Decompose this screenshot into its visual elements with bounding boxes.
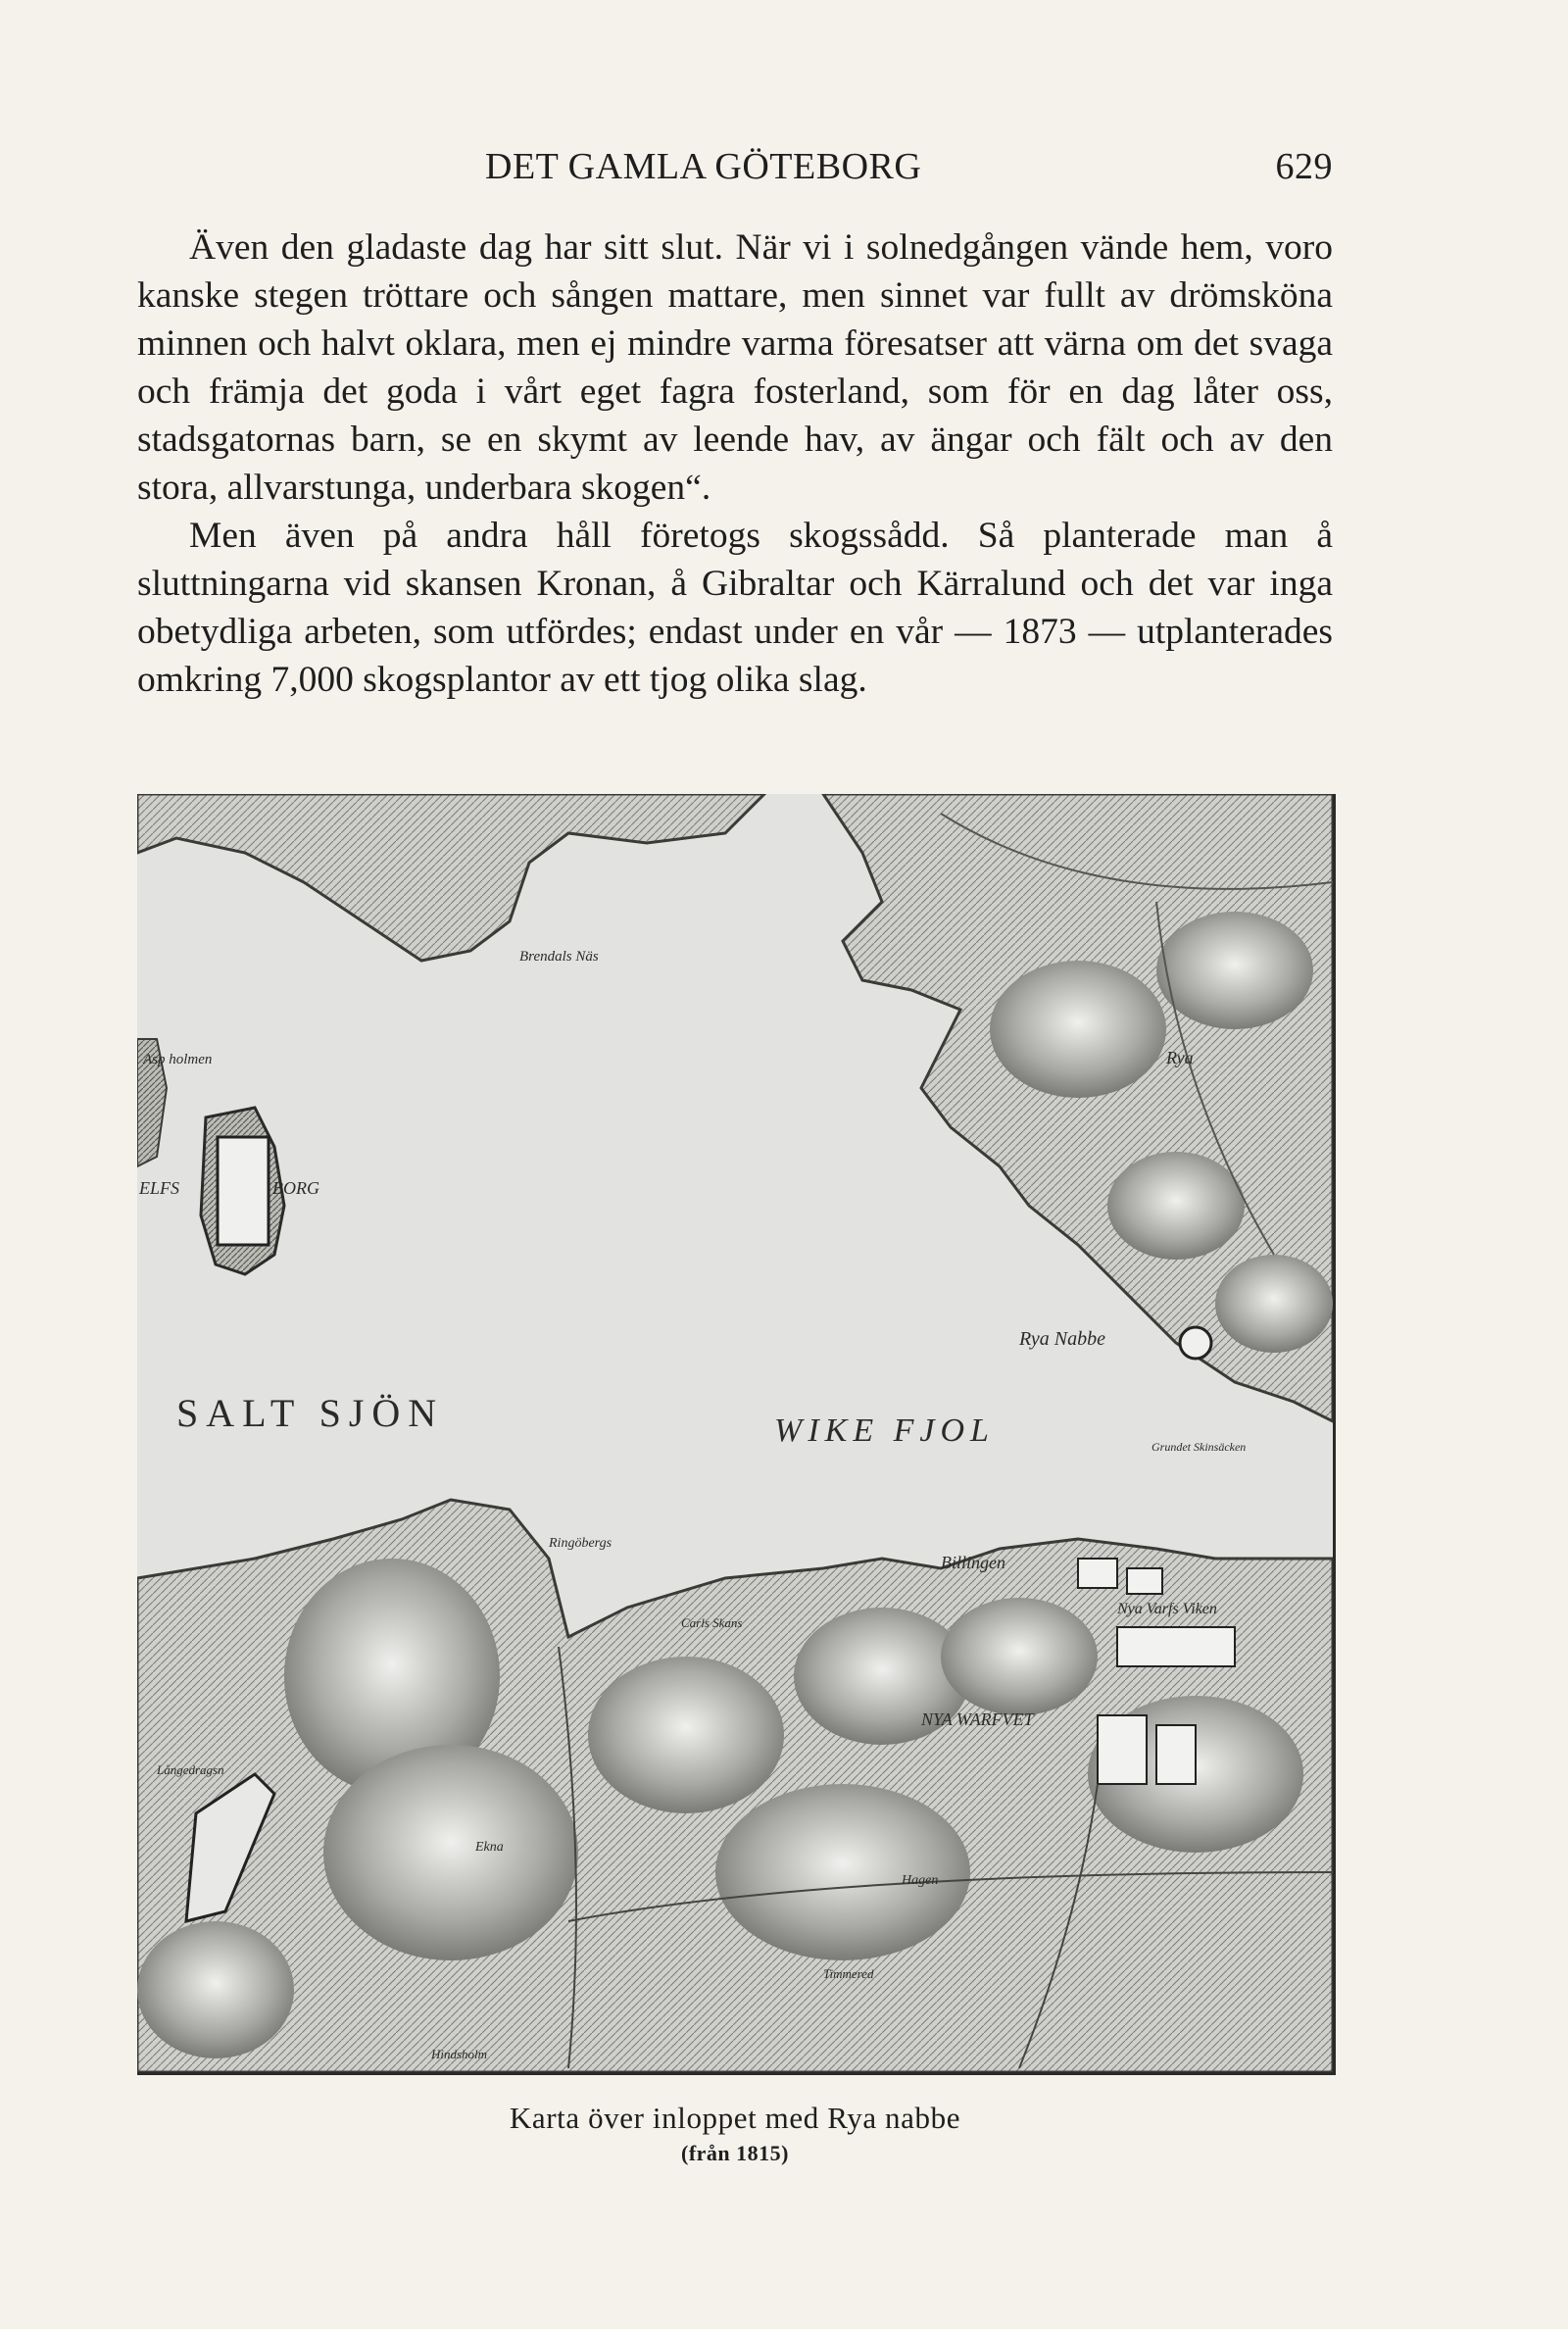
elfsborg-fortress — [218, 1137, 269, 1245]
label-wike-fjol: WIKE FJOL — [774, 1412, 995, 1449]
hill — [323, 1745, 578, 1960]
label-billingen: Billingen — [941, 1553, 1005, 1572]
label-carls-skans: Carls Skans — [681, 1615, 743, 1630]
label-rya-nabbe: Rya Nabbe — [1019, 1328, 1105, 1350]
hill — [990, 961, 1166, 1098]
label-ringo-bergs: Ringöbergs — [549, 1536, 612, 1551]
label-ekna: Ekna — [475, 1840, 504, 1855]
body-text — [137, 223, 1333, 704]
label-brendals-nas: Brendals Näs — [519, 949, 599, 965]
label-nya-varfs-viken: Nya Varfs Viken — [1117, 1601, 1217, 1617]
paragraph: Men även på andra håll företogs skogssådd. Så planterade man å sluttningarna vid skansen Kronan, å Gibraltar och Kärralund och det var inga obetydliga arbeten, som utfördes; endast under en vår — 1873 — utplanterades omkring 7,000 skogsplantor av ett tjog olika slag. — [137, 516, 1333, 700]
label-nya-warfvet: NYA WARFVET — [921, 1710, 1034, 1729]
label-salt-sjon: SALT SJÖN — [176, 1391, 445, 1435]
map-illustration — [137, 794, 1333, 2072]
hill — [137, 1921, 294, 2058]
paragraph: Även den gladaste dag har sitt slut. När vi i solnedgången vände hem, voro kanske stegen tröttare och sången mattare, men sinnet var fullt av drömsköna minnen och halvt oklara, men ej mindre varma föresatser att värna om det svaga och främja det goda i vårt eget fagra fosterland, som för en dag låter oss, stadsgatornas barn, se en skymt av leende hav, av ängar och fält och av den stora, allvarstunga, underbara skogen“. — [137, 227, 1333, 508]
hill — [1107, 1152, 1245, 1260]
label-langedrag: Långedragsn — [157, 1762, 224, 1777]
hill — [1156, 912, 1313, 1029]
running-title: DET GAMLA GÖTEBORG — [485, 146, 922, 187]
label-elfsborg-right: BORG — [272, 1178, 319, 1198]
figure-caption-date: (från 1815) — [681, 2141, 789, 2165]
label-hindsholm: Hindsholm — [431, 2047, 488, 2061]
label-asp-holmen: Asp holmen — [143, 1052, 213, 1067]
label-grundet: Grundet Skinsäcken — [1152, 1440, 1247, 1454]
hill — [941, 1598, 1098, 1715]
hill — [1215, 1255, 1333, 1353]
label-timmered: Timmered — [823, 1966, 874, 1981]
figure-caption: Karta över inloppet med Rya nabbe — [509, 2101, 961, 2135]
hill — [588, 1657, 784, 1813]
page-number: 629 — [1275, 146, 1333, 187]
label-hagen: Hagen — [902, 1873, 939, 1888]
label-rya: Rya — [1166, 1048, 1194, 1067]
map-figure — [137, 794, 1336, 2075]
running-head — [137, 145, 1333, 204]
rya-nabbe-fort — [1180, 1327, 1211, 1359]
label-elfsborg-left: ELFS — [139, 1178, 180, 1198]
hill — [715, 1784, 970, 1960]
